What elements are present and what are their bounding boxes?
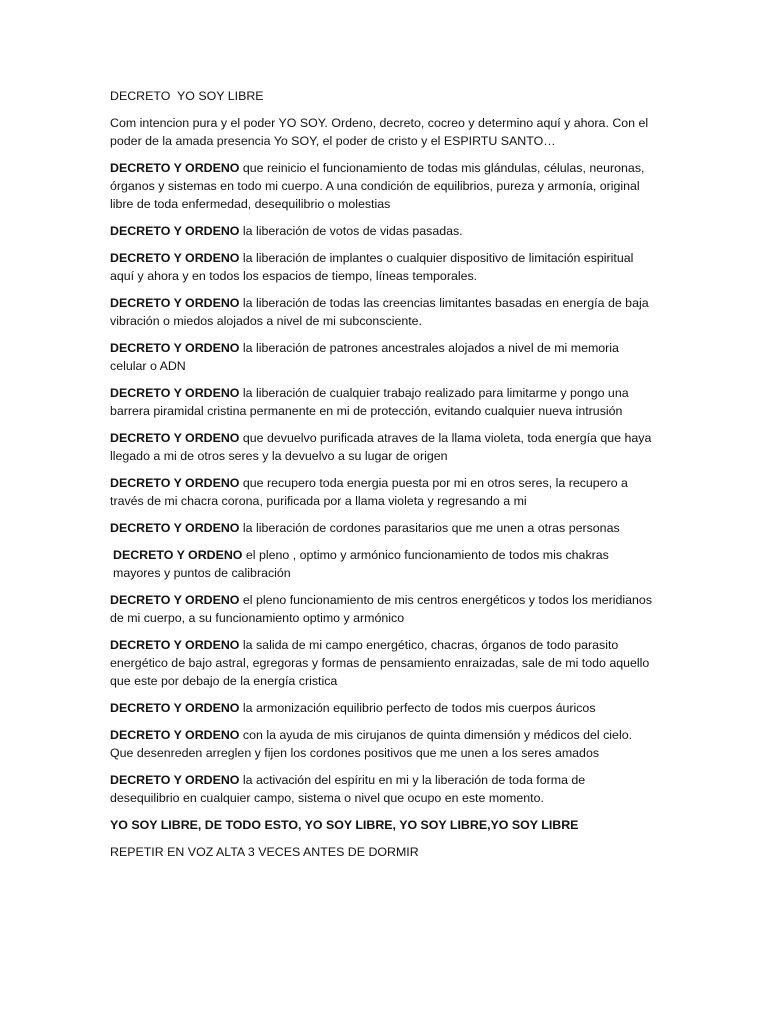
decree-paragraph [110,429,658,465]
decree-text: la liberación de cordones parasitarios que me unen a otras personas [239,521,620,535]
decree-paragraph [110,771,658,807]
decree-paragraph [110,339,658,375]
decree-label: DECRETO Y ORDENO [110,341,240,355]
decree-paragraph [110,474,658,510]
decree-label: DECRETO Y ORDENO [110,224,240,238]
document-body [110,87,658,861]
decree-paragraph [110,636,658,690]
decree-text: la activación del espíritu en mi y la liberación de toda forma de desequilibrio en cualquier campo, sistema o nivel que ocupo en este momento. [110,773,586,805]
decree-paragraph [110,222,658,240]
decree-label: DECRETO Y ORDENO [110,251,240,265]
decree-paragraph [110,159,658,213]
decree-text: el pleno , optimo y armónico funcionamiento de todos mis chakras mayores y puntos de calibración [113,548,609,580]
decree-paragraph [110,591,658,627]
decree-label: DECRETO Y ORDENO [110,593,240,607]
decree-label: DECRETO Y ORDENO [110,431,240,445]
decree-text: que reinicio el funcionamiento de todas mis glándulas, células, neuronas, órganos y sistemas en todo mi cuerpo. A una condición de equilibrios, pureza y armonía, original libre de toda enfermedad, desequilibrio o molestias [110,161,645,211]
decree-text: con la ayuda de mis cirujanos de quinta dimensión y médicos del cielo. Que desenreden arreglen y fijen los cordones positivos que me unen a los seres amados [110,728,633,760]
decree-paragraph [110,294,658,330]
decree-text: la liberación de cualquier trabajo realizado para limitarme y pongo una barrera piramidal cristina permanente en mi de protección, evitando cualquier nueva intrusión [110,386,629,418]
decree-text: la liberación de patrones ancestrales alojados a nivel de mi memoria celular o ADN [110,341,619,373]
instruction-note: REPETIR EN VOZ ALTA 3 VECES ANTES DE DORMIR [110,845,419,859]
decree-text: la liberación de votos de vidas pasadas. [239,224,463,238]
decree-text: la liberación de todas las creencias limitantes basadas en energía de baja vibración o miedos alojados a nivel de mi subconsciente. [110,296,649,328]
decree-paragraph [110,384,658,420]
intro-paragraph: Com intencion pura y el poder YO SOY. Ordeno, decreto, cocreo y determino aquí y ahora. Con el poder de la amada presencia Yo SOY, el poder de cristo y el ESPIRTU SANTO… [110,116,649,148]
decree-text: la liberación de implantes o cualquier dispositivo de limitación espiritual aquí y ahora y en todos los espacios de tiempo, líneas temporales. [110,251,634,283]
decree-paragraph [110,726,658,762]
decree-paragraph [110,519,658,537]
decree-label: DECRETO Y ORDENO [110,476,240,490]
decree-label: DECRETO Y ORDENO [110,161,240,175]
decree-label: DECRETO Y ORDENO [110,701,240,715]
decree-paragraph [110,546,658,582]
decree-paragraph [110,249,658,285]
decree-label: DECRETO Y ORDENO [110,386,240,400]
decree-text: la armonización equilibrio perfecto de todos mis cuerpos áuricos [239,701,596,715]
decree-label: DECRETO Y ORDENO [110,521,240,535]
decree-label: DECRETO Y ORDENO [113,548,243,562]
decree-text: que devuelvo purificada atraves de la llama violeta, toda energía que haya llegado a mi de otros seres y la devuelvo a su lugar de origen [110,431,652,463]
decree-label: DECRETO Y ORDENO [110,728,240,742]
closing-affirmation: YO SOY LIBRE, DE TODO ESTO, YO SOY LIBRE, YO SOY LIBRE,YO SOY LIBRE [110,818,579,832]
decree-text: el pleno funcionamiento de mis centros energéticos y todos los meridianos de mi cuerpo, a su funcionamiento optimo y armónico [110,593,653,625]
decree-label: DECRETO Y ORDENO [110,773,240,787]
decree-label: DECRETO Y ORDENO [110,296,240,310]
document-title: DECRETO YO SOY LIBRE [110,89,264,103]
decree-paragraph [110,699,658,717]
decree-text: la salida de mi campo energético, chacras, órganos de todo parasito energético de bajo astral, egregoras y formas de pensamiento enraizadas, sale de mi todo aquello que este por debajo de la energía cristica [110,638,650,688]
decree-label: DECRETO Y ORDENO [110,638,240,652]
decree-text: que recupero toda energia puesta por mi en otros seres, la recupero a través de mi chacra corona, purificada por a llama violeta y regresando a mi [110,476,628,508]
